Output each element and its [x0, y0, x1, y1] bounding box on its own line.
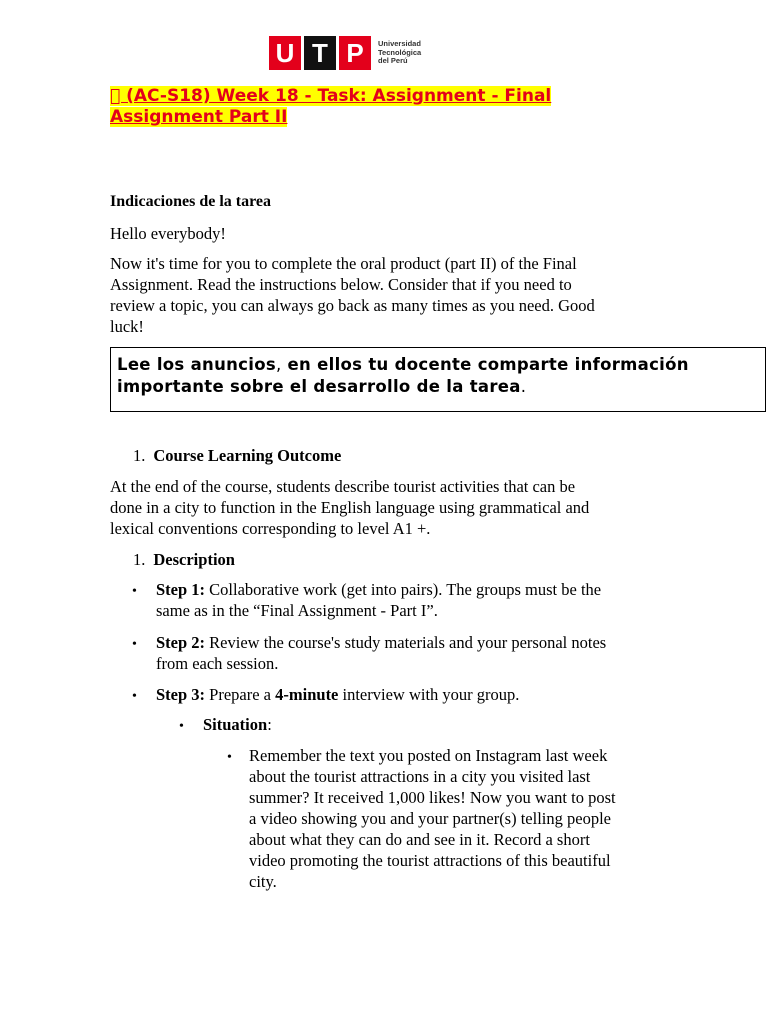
description-heading: 1. Description — [133, 550, 235, 569]
title-line-1[interactable]: (AC-S18) Week 18 - Task: Assignment - Final — [110, 86, 551, 106]
greeting-text: Hello everybody! — [110, 224, 226, 243]
title-line-2[interactable]: Assignment Part II — [110, 107, 288, 127]
step-3-item: • Step 3: Prepare a 4-minute interview with your group. — [132, 685, 520, 704]
intro-paragraph: Now it's time for you to complete the oral product (part II) of the Final Assignment. Read the instructions below. Consider that if you need to review a topic, you can always go back as many times as you need. Good luck! — [110, 254, 595, 336]
outcome-heading: 1. Course Learning Outcome — [133, 446, 342, 465]
logo-letter-p: P — [339, 36, 371, 70]
step-1-item: • Step 1: Collaborative work (get into pairs). The groups must be the same as in the “Final Assignment - Part I”. — [132, 580, 602, 620]
step-2-item: • Step 2: Review the course's study materials and your personal notes from each session. — [132, 633, 607, 673]
section-heading: Indicaciones de la tarea — [110, 193, 272, 210]
logo-university-name: Universidad Tecnológica del Perú — [378, 39, 422, 66]
logo-letter-t: T — [304, 36, 336, 70]
announcement-notice-box: Lee los anuncios, en ellos tu docente comparte información importante sobre el desarrollo de la tarea. — [110, 347, 766, 412]
situation-description: • Remember the text you posted on Instagram last week about the tourist attractions in a city you visited last summer? It received 1,000 likes! Now you want to post a video showing you and your partner(s) telling people about what they can do and see in it. Record a short video promoting the tourist attractions of this beautiful city. — [227, 746, 616, 891]
utp-logo — [269, 36, 438, 70]
logo-letter-u: U — [269, 36, 301, 70]
assignment-title-link[interactable] — [110, 86, 610, 128]
outcome-paragraph: At the end of the course, students describe tourist activities that can be done in a city to function in the English language using grammatical and lexical conventions corresponding to level A1 +. — [110, 477, 590, 538]
situation-item: • Situation: — [179, 715, 272, 734]
